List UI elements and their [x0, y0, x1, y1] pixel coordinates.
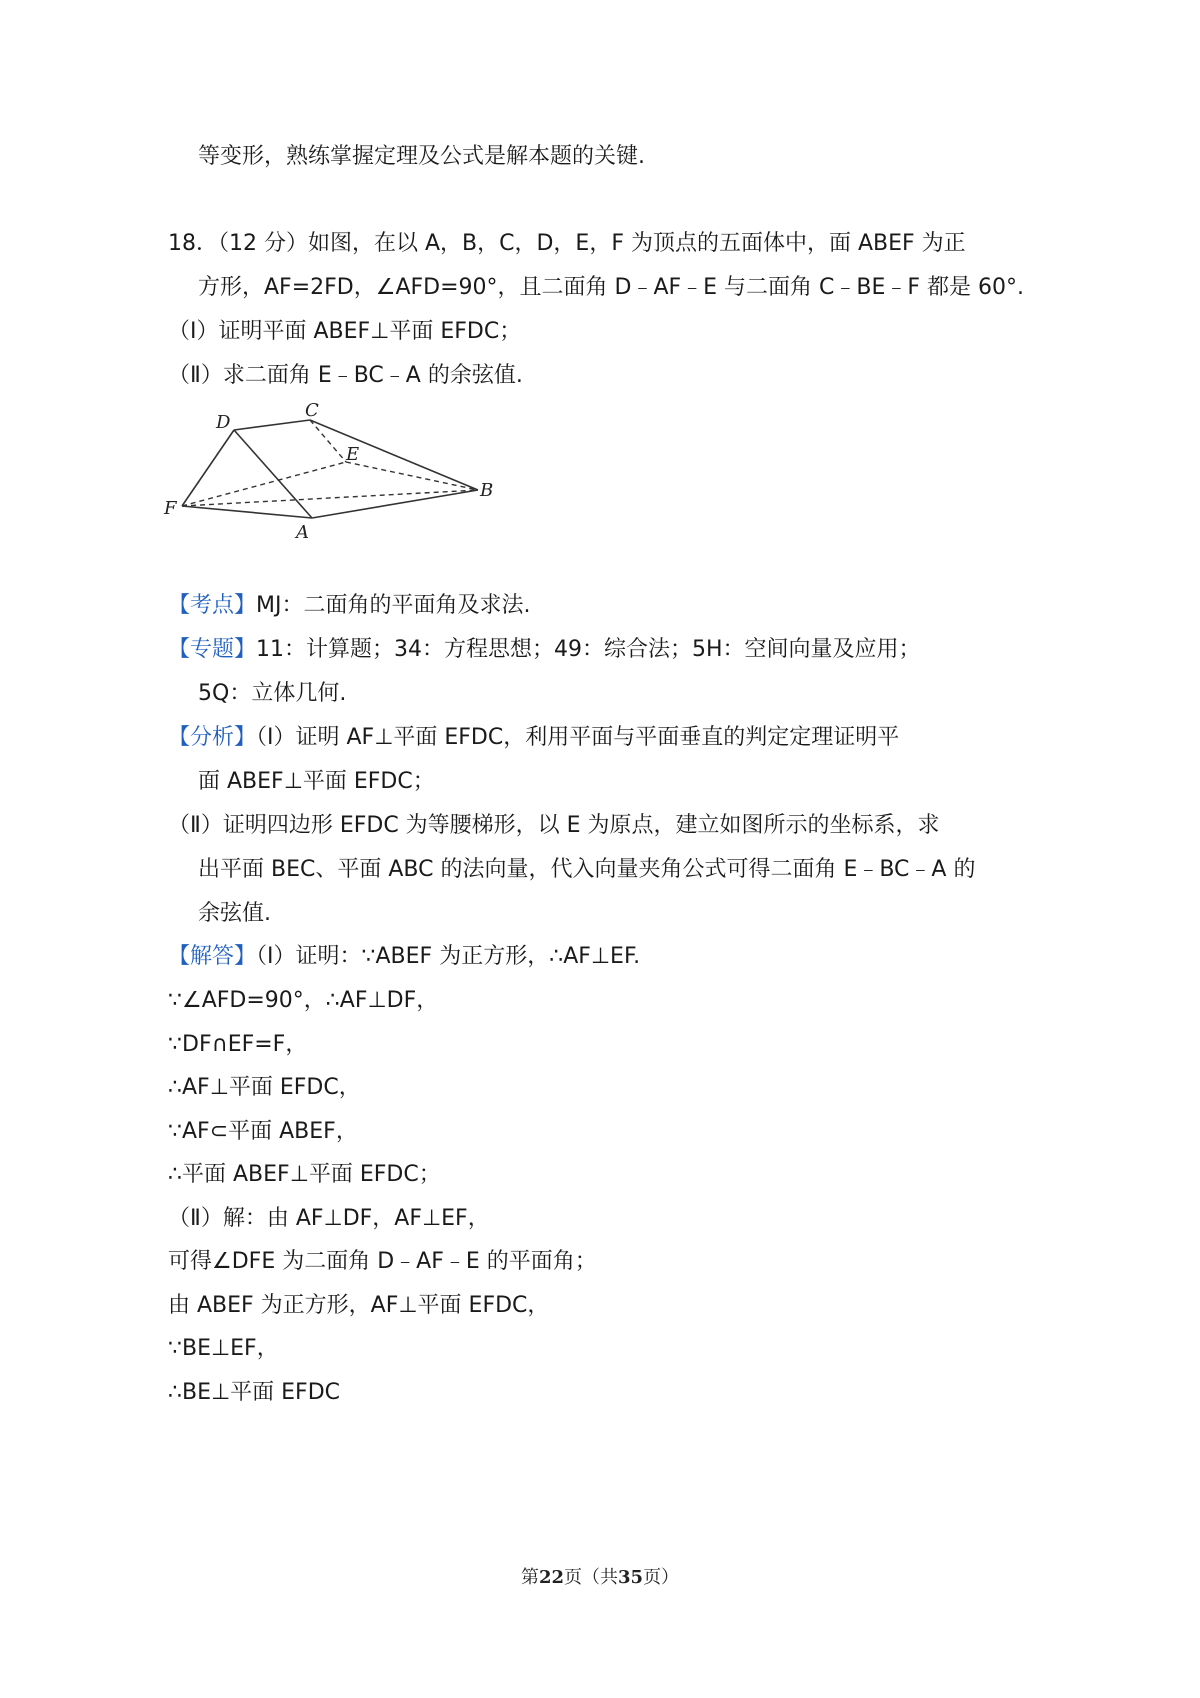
jieda-line-first — [168, 942, 640, 972]
footer-total-pages: 35 — [618, 1567, 644, 1588]
jieda-line: ∵DF∩EF=F， — [168, 1032, 308, 1057]
page-footer — [0, 1563, 1200, 1589]
zhuanti-line-1 — [168, 635, 921, 665]
intro-line: 等变形，熟练掌握定理及公式是解本题的关键. — [198, 144, 645, 169]
jieda-tag: 【解答】 — [168, 944, 257, 969]
label-A: A — [296, 522, 309, 543]
problem-line-2: 方形，AF=2FD，∠AFD=90°，且二面角 D﹣AF﹣E 与二面角 C﹣BE﹣F 都是 60°. — [198, 275, 1025, 300]
jieda-line: ∴平面 ABEF⊥平面 EFDC； — [168, 1162, 441, 1187]
label-F: F — [164, 498, 177, 519]
label-D: D — [216, 412, 231, 433]
edge-a-b — [312, 490, 478, 518]
edge-e-b — [346, 462, 478, 490]
fenxi-text-1: （Ⅰ）证明 AF⊥平面 EFDC，利用平面与平面垂直的判定定理证明平 — [256, 725, 900, 750]
fenxi-line-1 — [168, 723, 899, 753]
fenxi-line-4: 出平面 BEC、平面 ABC 的法向量，代入向量夹角公式可得二面角 E﹣BC﹣A 的 — [198, 857, 976, 882]
edge-c-e — [310, 420, 346, 462]
kaodian-line — [168, 591, 530, 621]
jieda-text-first: （Ⅰ）证明：∵ABEF 为正方形，∴AF⊥EF. — [256, 944, 641, 969]
kaodian-tag: 【考点】 — [168, 593, 257, 618]
figure-layer — [160, 400, 520, 550]
jieda-line: ∴BE⊥平面 EFDC — [168, 1380, 341, 1405]
footer-middle: 页（共 — [564, 1567, 618, 1588]
jieda-line: ∴AF⊥平面 EFDC， — [168, 1075, 361, 1100]
label-C: C — [305, 400, 319, 421]
jieda-line: （Ⅱ）解：由 AF⊥DF，AF⊥EF， — [168, 1206, 490, 1231]
kaodian-text: MJ：二面角的平面角及求法. — [256, 593, 531, 618]
label-E: E — [346, 444, 360, 465]
edge-f-a — [182, 506, 312, 518]
jieda-line: ∵AF⊂平面 ABEF， — [168, 1119, 358, 1144]
zhuanti-tag: 【专题】 — [168, 637, 257, 662]
fenxi-tag: 【分析】 — [168, 725, 257, 750]
label-B: B — [480, 480, 494, 501]
footer-current-page: 22 — [538, 1567, 564, 1588]
problem-part-2: （Ⅱ）求二面角 E﹣BC﹣A 的余弦值. — [168, 363, 523, 388]
jieda-line: 可得∠DFE 为二面角 D﹣AF﹣E 的平面角； — [168, 1249, 597, 1274]
fenxi-line-5: 余弦值. — [198, 901, 271, 926]
edge-d-c — [234, 420, 310, 430]
problem-part-1: （Ⅰ）证明平面 ABEF⊥平面 EFDC； — [168, 319, 522, 344]
jieda-line: ∵∠AFD=90°，∴AF⊥DF， — [168, 988, 439, 1013]
edge-c-b — [310, 420, 478, 490]
footer-prefix: 第 — [520, 1567, 539, 1588]
edge-d-a — [234, 430, 312, 518]
zhuanti-text-1: 11：计算题；34：方程思想；49：综合法；5H：空间向量及应用； — [256, 637, 921, 662]
zhuanti-line-2: 5Q：立体几何. — [198, 681, 347, 706]
footer-suffix: 页） — [643, 1567, 680, 1588]
fenxi-line-2: 面 ABEF⊥平面 EFDC； — [198, 769, 435, 794]
jieda-line: ∵BE⊥EF， — [168, 1336, 279, 1361]
fenxi-line-3: （Ⅱ）证明四边形 EFDC 为等腰梯形，以 E 为原点，建立如图所示的坐标系，求 — [168, 813, 940, 838]
edge-f-e — [182, 462, 346, 506]
jieda-line: 由 ABEF 为正方形，AF⊥平面 EFDC， — [168, 1293, 550, 1318]
problem-line-1: 18．（12 分）如图，在以 A，B，C，D，E，F 为顶点的五面体中，面 ABEF 为正 — [168, 231, 966, 256]
